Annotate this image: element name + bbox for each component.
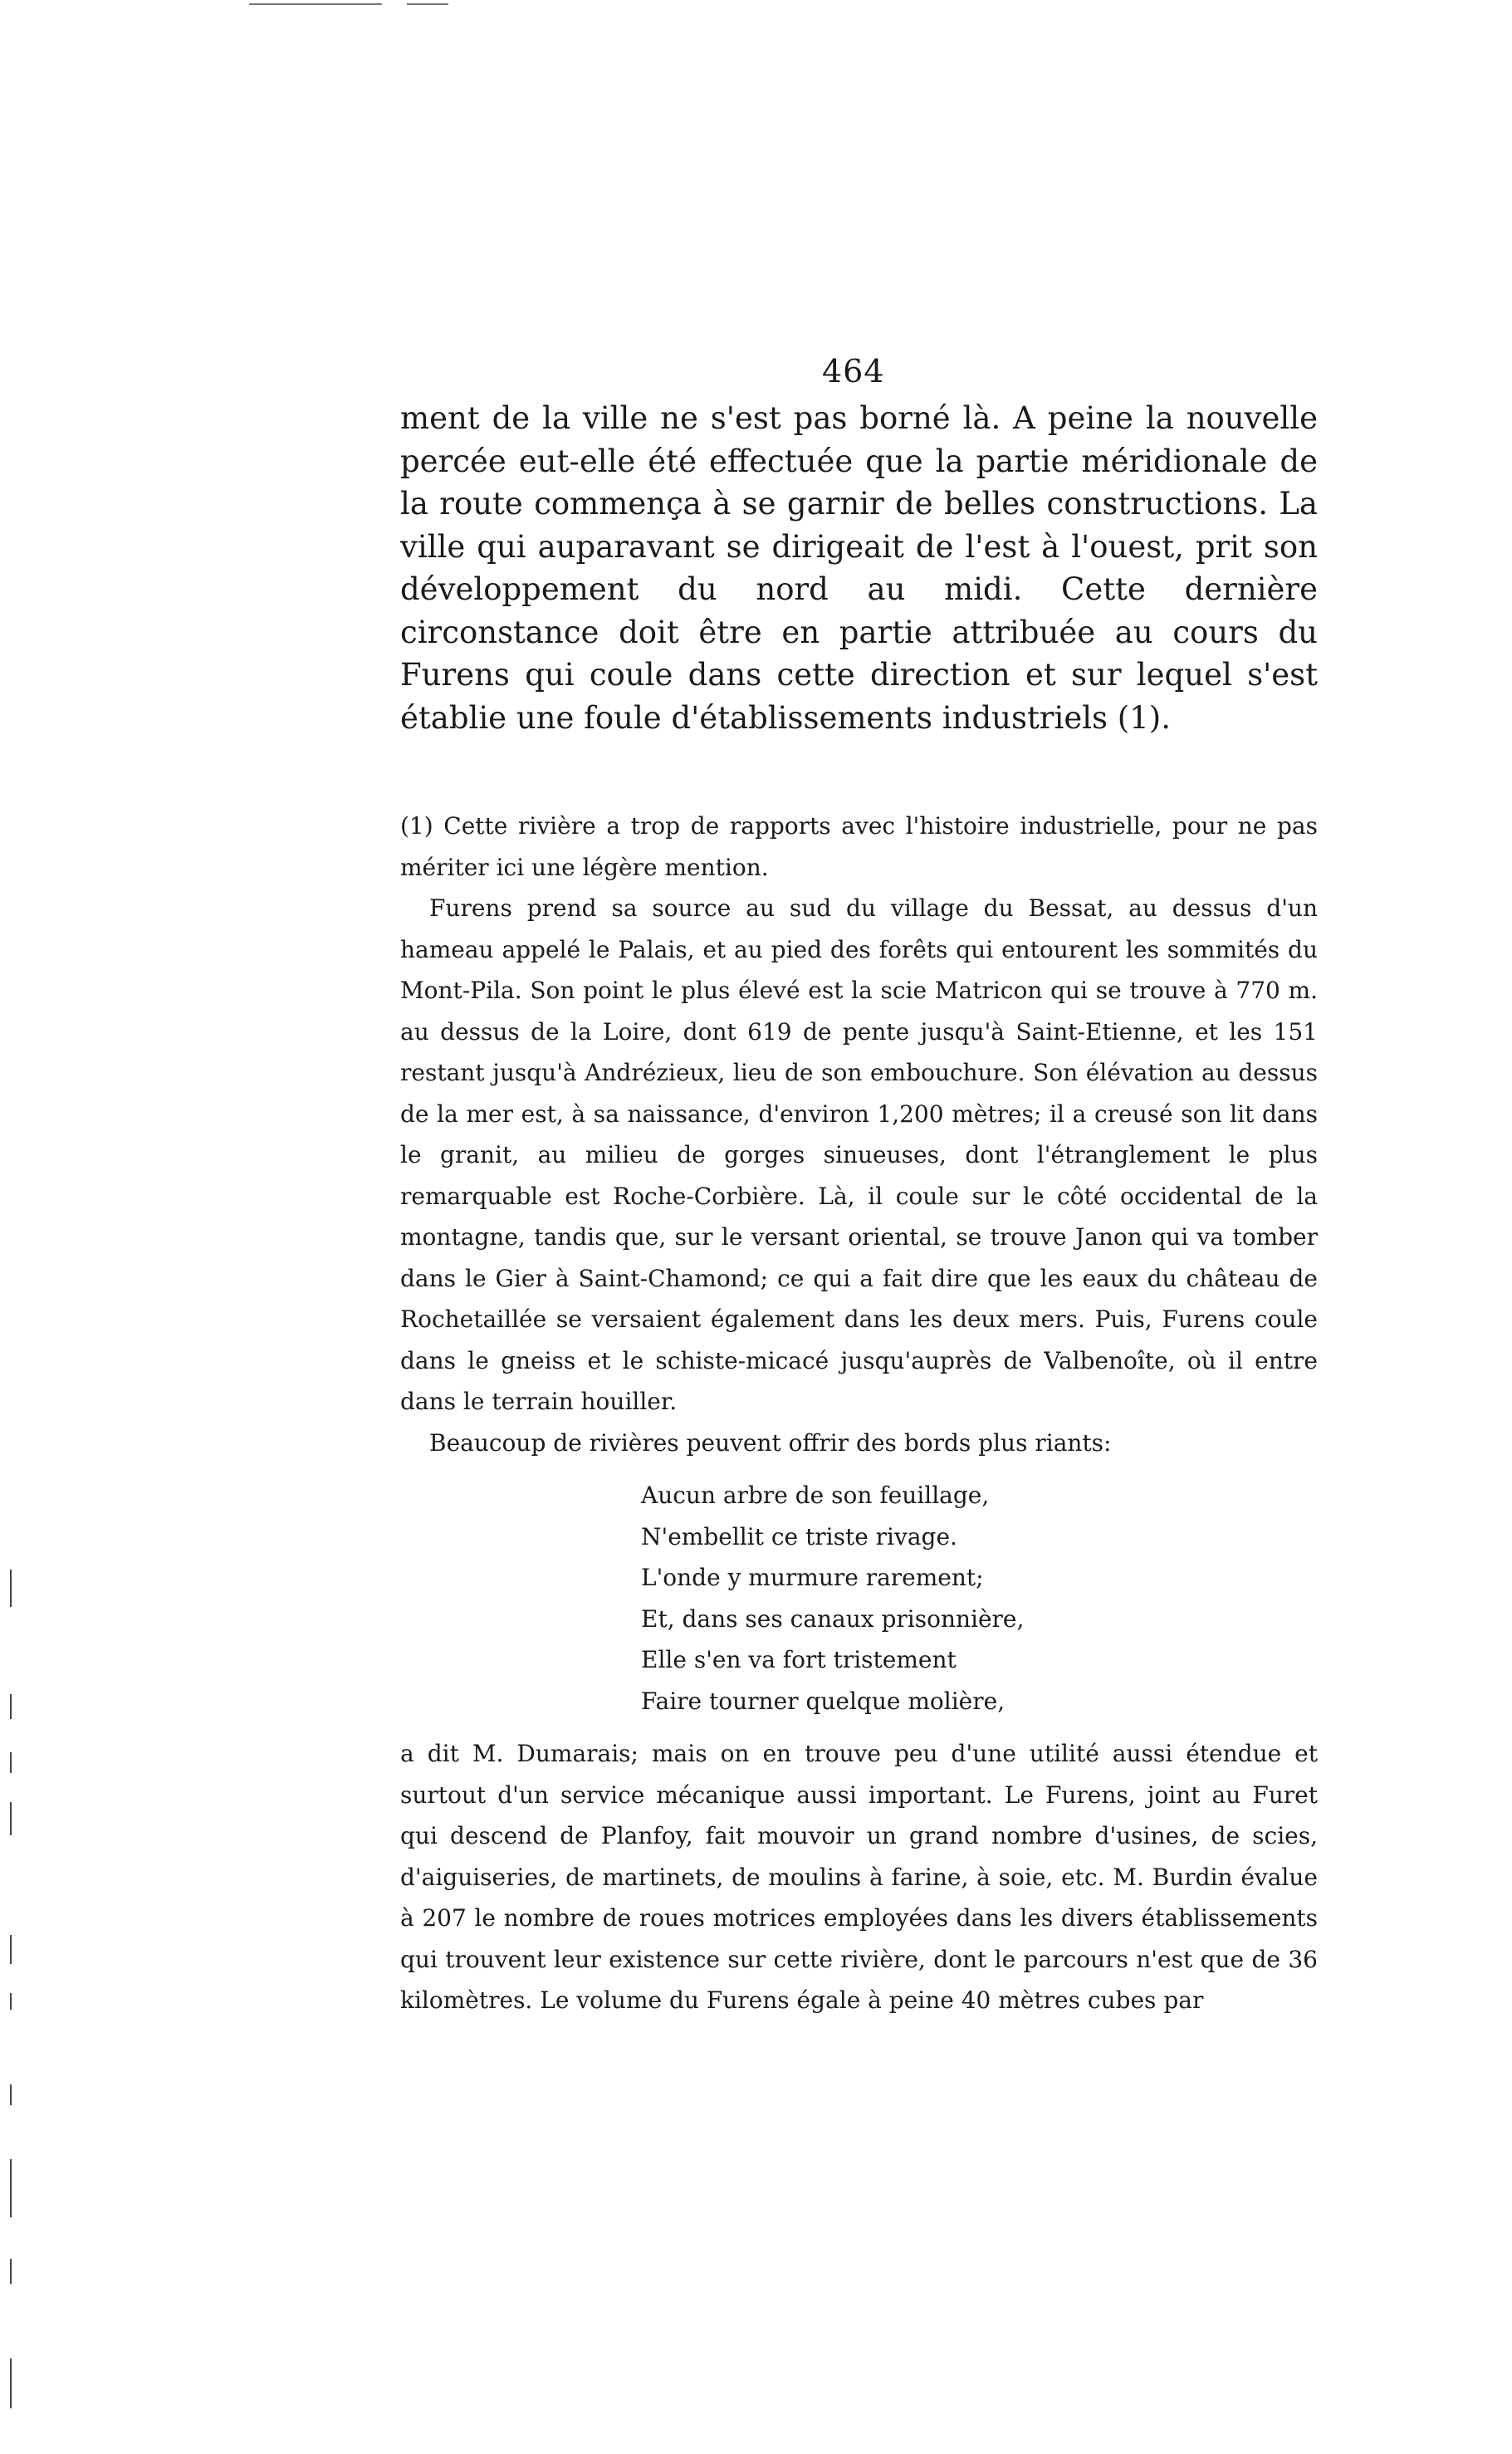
page-number: 464 (822, 353, 885, 389)
scan-margin-mark (10, 2358, 12, 2408)
scan-margin-mark (10, 1993, 12, 2010)
scan-margin-mark (10, 1802, 12, 1835)
footnote-paragraph-3: Beaucoup de rivières peuvent offrir des bords plus riants: (429, 1428, 1112, 1457)
verse-quote (641, 1475, 1318, 1722)
scan-margin-mark (10, 2159, 12, 2217)
scan-edge-line (407, 3, 448, 5)
verse-line: Faire tourner quelque molière, (641, 1687, 1006, 1715)
verse-line: Et, dans ses canaux prisonnière, (641, 1604, 1025, 1633)
footnote-paragraph-1: (1) Cette rivière a trop de rapports avec l'histoire industrielle, pour ne pas mériter ici une légère mention. (400, 812, 1318, 881)
scan-margin-mark (10, 2084, 12, 2105)
main-paragraph: ment de la ville ne s'est pas borné là. A peine la nouvelle percée eut-elle été effectuée que la partie méridionale de la route commença à se garnir de belles constructions. La ville qui auparavant se dirigeait de l'est à l'ouest, prit son développement du nord au midi. Cette dernière circonstance doit être en partie attribuée au cours du Furens qui coule dans cette direction et sur lequel s'est établie une foule d'établissements industriels (1). (400, 400, 1318, 736)
scan-margin-mark (10, 1570, 12, 1607)
footnote-paragraph-4: a dit M. Dumarais; mais on en trouve peu d'une utilité aussi étendue et surtout d'un service mécanique aussi important. Le Furens, joint au Furet qui descend de Planfoy, fait mouvoir un grand nombre d'usines, de scies, d'aiguiseries, de martinets, de moulins à farine, à soie, etc. M. Burdin évalue à 207 le nombre de roues motrices employées dans les divers établissements qui trouvent leur existence sur cette rivière, dont le parcours n'est que de 36 kilomètres. Le volume du Furens égale à peine 40 mètres cubes par (400, 1740, 1318, 2014)
scan-margin-mark (10, 1694, 12, 1719)
scan-edge-line (249, 3, 382, 5)
scan-margin-mark (10, 1935, 12, 1964)
footnote (400, 806, 1318, 2021)
footnote-paragraph-2: Furens prend sa source au sud du village du Bessat, au dessus d'un hameau appelé le Palais, et au pied des forêts qui entourent les sommités du Mont-Pila. Son point le plus élevé est la scie Matricon qui se trouve à 770 m. au dessus de la Loire, dont 619 de pente jusqu'à Saint-Etienne, et les 151 restant jusqu'à Andrézieux, lieu de son embouchure. Son élévation au dessus de la mer est, à sa naissance, d'environ 1,200 mètres; il a creusé son lit dans le granit, au milieu de gorges sinueuses, dont l'étranglement le plus remarquable est Roche-Corbière. Là, il coule sur le côté occidental de la montagne, tandis que, sur le versant oriental, se trouve Janon qui va tomber dans le Gier à Saint-Chamond; ce qui a fait dire que les eaux du château de Rochetaillée se versaient également dans les deux mers. Puis, Furens coule dans le gneiss et le schiste-micacé jusqu'auprès de Valbenoîte, où il entre dans le terrain houiller. (400, 894, 1318, 1415)
verse-line: Elle s'en va fort tristement (641, 1646, 957, 1673)
scan-margin-mark (10, 1752, 12, 1773)
verse-line: Aucun arbre de son feuillage, (641, 1482, 990, 1509)
verse-line: N'embellit ce triste rivage. (641, 1522, 957, 1550)
verse-line: L'onde y murmure rarement; (641, 1564, 984, 1591)
scan-margin-mark (10, 2259, 12, 2284)
main-text (400, 397, 1318, 739)
